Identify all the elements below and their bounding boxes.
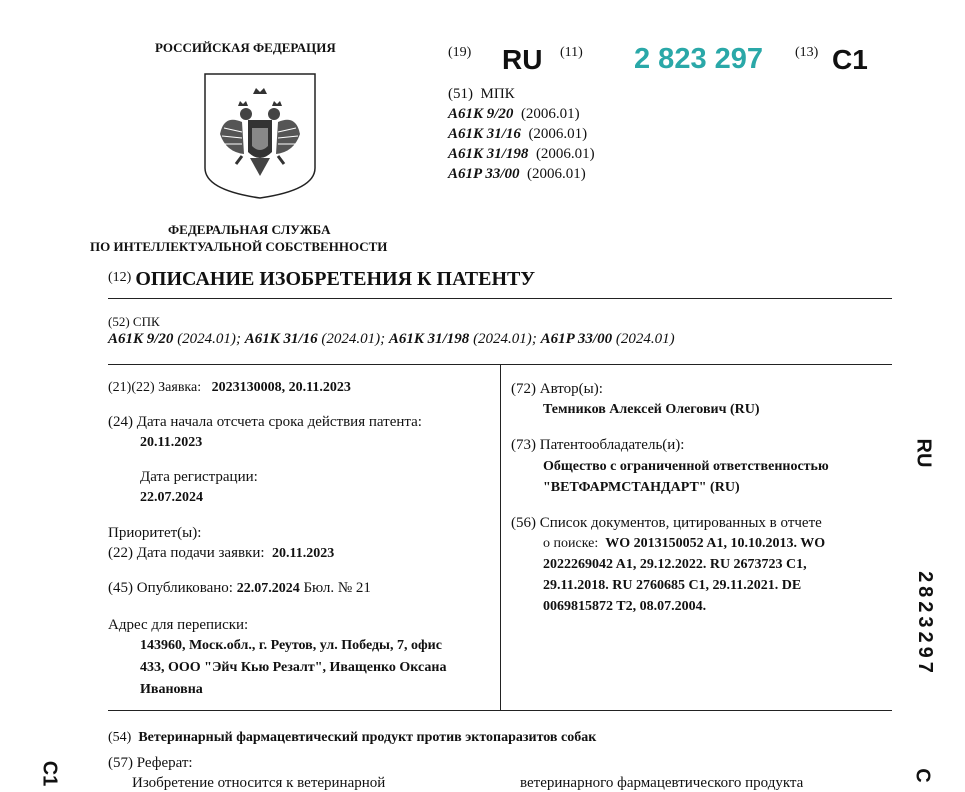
ipc-version: (2006.01) [527, 166, 586, 182]
cpc-code: A61K 31/16 [244, 331, 318, 347]
coat-of-arms-emblem [202, 72, 318, 200]
published-field [108, 580, 371, 597]
holder-line: Общество с ограниченной ответственностью [543, 459, 829, 474]
cpc-code: A61K 9/20 [108, 331, 174, 347]
country-code: RU [502, 44, 543, 75]
holder-label: (73) Патентообладатель(и): [511, 437, 685, 453]
cited-line: 29.11.2018. RU 2760685 C1, 29.11.2021. DE [543, 578, 802, 593]
ipc-code: A61K 31/198 [448, 146, 529, 162]
kind-code: C1 [832, 44, 868, 75]
inid-12: (12) [108, 270, 132, 285]
cpc-version: (2024.01) [615, 331, 675, 347]
cpc-list: A61K 9/20 (2024.01); A61K 31/16 (2024.01); A61K 31/198 (2024.01); A61P 33/00 (2024.01) [108, 331, 675, 347]
cited-label: (56) Список документов, цитированных в отчете [511, 515, 822, 531]
address-line: 433, ООО "Эйч Кью Резалт", Иващенко Оксана [140, 660, 447, 675]
cited-text: WO 2013150052 A1, 10.10.2013. WO [605, 536, 826, 551]
inid-51: (51) [448, 86, 473, 102]
ipc-item [448, 106, 580, 123]
cpc-label: (52) СПК [108, 314, 160, 329]
inid-11: (11) [560, 45, 583, 60]
start-date-label: (24) Дата начала отсчета срока действия патента: [108, 414, 422, 430]
cited-line: 2022269042 A1, 29.12.2022. RU 2673723 C1, [543, 557, 807, 572]
ipc-code: A61K 9/20 [448, 106, 514, 122]
cpc-code: A61P 33/00 [540, 331, 613, 347]
published-label: (45) Опубликовано: [108, 580, 233, 596]
ipc-code: A61P 33/00 [448, 166, 520, 182]
bulletin-number: Бюл. № 21 [303, 580, 371, 596]
cpc-code: A61K 31/198 [388, 331, 470, 347]
side-country-code: RU [912, 438, 935, 468]
agency-name-line2: ПО ИНТЕЛЛЕКТУАЛЬНОЙ СОБСТВЕННОСТИ [90, 239, 388, 254]
cited-prefix: о поиске: [543, 536, 599, 551]
address-label: Адрес для переписки: [108, 617, 249, 633]
abstract-text-left: Изобретение относится к ветеринарной [132, 775, 386, 791]
cpc-version: (2024.01) [473, 331, 532, 347]
application-value: 2023130008, 20.11.2023 [211, 380, 351, 395]
priority-label: Приоритет(ы): [108, 525, 202, 541]
document-title [108, 268, 535, 291]
invention-title-text: Ветеринарный фармацевтический продукт против эктопаразитов собак [138, 730, 597, 745]
ipc-version: (2006.01) [520, 106, 580, 122]
registration-label: Дата регистрации: [140, 469, 258, 485]
application-label: (21)(22) Заявка: [108, 380, 202, 395]
ipc-item [448, 146, 595, 163]
patent-number: 2 823 297 [634, 43, 764, 75]
invention-title [108, 730, 596, 746]
inid-19: (19) [448, 45, 472, 60]
application-field [108, 380, 351, 396]
table-bottom-border [108, 710, 892, 711]
author-label: (72) Автор(ы): [511, 381, 603, 397]
cited-line [543, 536, 825, 552]
abstract-label: (57) Реферат: [108, 755, 193, 771]
document-title-text: ОПИСАНИЕ ИЗОБРЕТЕНИЯ К ПАТЕНТУ [135, 268, 536, 290]
start-date-value: 20.11.2023 [140, 435, 203, 450]
cpc-version: (2024.01) [177, 331, 236, 347]
ipc-version: (2006.01) [528, 126, 588, 142]
side-patent-number: 2823297 [914, 571, 936, 677]
filing-date-field [108, 545, 334, 562]
cpc-version: (2024.01) [321, 331, 381, 347]
address-line: Ивановна [140, 682, 203, 697]
ipc-item [448, 166, 586, 183]
address-line: 143960, Моск.обл., г. Реутов, ул. Победы, 7, офис [140, 638, 442, 653]
filing-date-label: (22) Дата подачи заявки: [108, 545, 265, 561]
ipc-version: (2006.01) [535, 146, 595, 162]
side-kind-code: C [911, 768, 934, 783]
author-value: Темников Алексей Олегович (RU) [543, 402, 760, 417]
column-divider [500, 364, 501, 710]
agency-name-line1: ФЕДЕРАЛЬНАЯ СЛУЖБА [168, 222, 331, 237]
inid-54: (54) [108, 730, 132, 745]
ipc-item [448, 126, 587, 143]
ipc-heading [448, 86, 515, 103]
filing-date-value: 20.11.2023 [272, 546, 335, 561]
side-left-kind-code: C1 [38, 760, 61, 787]
country-name: РОССИЙСКАЯ ФЕДЕРАЦИЯ [155, 40, 336, 55]
registration-value: 22.07.2024 [140, 490, 203, 505]
inid-13: (13) [795, 45, 819, 60]
published-value: 22.07.2024 [236, 581, 300, 596]
ipc-label: МПК [480, 86, 515, 102]
abstract-text-right: ветеринарного фармацевтического продукта [520, 775, 804, 791]
title-divider [108, 298, 892, 299]
holder-line: "ВЕТФАРМСТАНДАРТ" (RU) [543, 480, 740, 495]
ipc-code: A61K 31/16 [448, 126, 521, 142]
cited-line: 0069815872 T2, 08.07.2004. [543, 599, 707, 614]
